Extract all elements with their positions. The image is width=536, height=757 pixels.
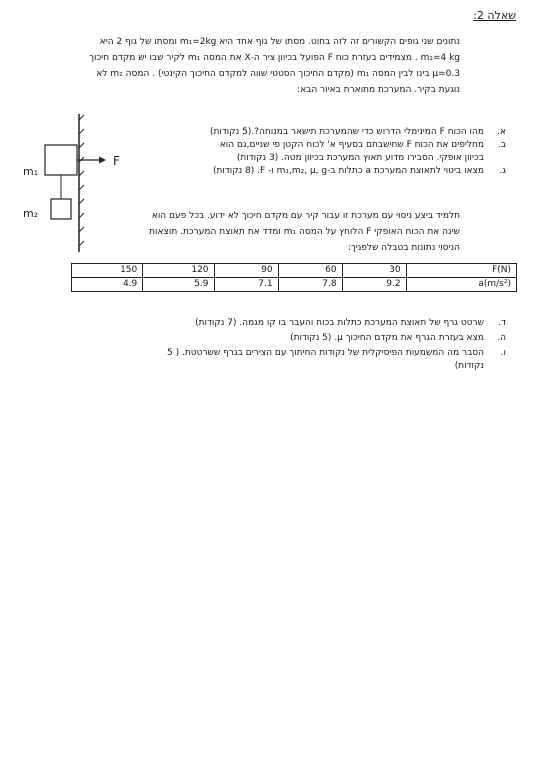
table-cell: 150 <box>72 264 143 278</box>
mass2-block <box>51 199 71 219</box>
question-item-e <box>126 332 506 345</box>
table-cell: 4.9 <box>72 278 143 292</box>
item-marker: ה. <box>497 333 506 343</box>
item-text: מהו הכוח F המינימלי הדרוש כדי שהמערכת תישאר במנוחה?.(5 נקודות) <box>209 127 484 137</box>
table-cell: 90 <box>214 264 278 278</box>
item-marker: א. <box>497 127 506 137</box>
item-text: מחליפים את הכוח F שחישבתם בסעיף א' לכוח הקטן פי שניים,גם הוא <box>219 140 484 150</box>
force-arrowhead <box>99 157 106 164</box>
question-item-a <box>126 126 506 139</box>
experiment-paragraph <box>80 208 460 256</box>
question-item-c <box>126 165 506 178</box>
item-marker: ד. <box>498 318 506 328</box>
table-row-header: a(m/s²) <box>406 278 516 292</box>
m1-label: m₁ <box>23 165 39 178</box>
para-line: הניסוי נתונות בטבלה שלפניך: <box>347 243 460 253</box>
question-list-1 <box>126 126 506 178</box>
mass1-block <box>45 145 77 175</box>
question-item-f <box>126 347 506 373</box>
item-text: שרטט גרף של תאוצת המערכת כתלות בכוח והעבר בו קו מגמה. (7 נקודות) <box>195 318 484 328</box>
force-label: F <box>113 154 120 168</box>
intro-line: μ=0.3 בינו לבין המסה m₁ (מקדם החיכוך הסטטי שווה למקדם החיכוך הקינטי) . המסה m₂ לא <box>96 69 460 79</box>
question-title: שאלה 2: <box>473 9 516 22</box>
table-row-header: F(N) <box>406 264 516 278</box>
item-marker: ב. <box>497 140 506 150</box>
item-text: נקודות) <box>454 361 484 371</box>
table-cell: 7.8 <box>278 278 342 292</box>
intro-text <box>80 34 460 98</box>
table-row-accel <box>72 278 517 292</box>
question-item-b <box>126 139 506 165</box>
question-list-2 <box>126 317 506 375</box>
table-cell: 7.1 <box>214 278 278 292</box>
item-text: בכיוון אופקי. הסבירו מדוע תאוץ המערכת בכיוון מטה. (3 נקודות) <box>236 153 484 163</box>
table-cell: 30 <box>342 264 406 278</box>
intro-line: m₂=4 kg . מצמידים בעזרת כוח F הפועל בכיוון ציר ה-X את המסה m₁ לקיר שבו יש מקדם חיכוך <box>89 53 460 63</box>
item-text: הסבר מה המשמעות הפיסיקלית של נקודות החיתוך עם הצירים בגרף ששרטטת. ( 5 <box>167 348 484 358</box>
m2-label: m₂ <box>23 207 39 220</box>
item-text: מצאו ביטוי לתאוצת המערכת a כתלות ב-m₁,m₂, μ, g ו- F. (8 נקודות) <box>212 166 484 176</box>
table-row-force <box>72 264 517 278</box>
intro-line: נוגעת בקיר. המערכת מתוארת באיור הבא: <box>297 85 460 95</box>
table-cell: 120 <box>143 264 214 278</box>
item-text: מצא בעזרת הגרף את מקדם החיכוך μ. (5 נקודות) <box>290 333 484 343</box>
table-cell: 5.9 <box>143 278 214 292</box>
results-table <box>71 263 517 292</box>
table-cell: 60 <box>278 264 342 278</box>
para-line: שינה את הכוח האופקי F הלוחץ על המסה m₁ ומדד את תאוצת המערכת. תוצאות <box>149 227 460 237</box>
item-marker: ו. <box>500 348 506 358</box>
item-marker: ג. <box>499 166 506 176</box>
para-line: תלמיד ביצע ניסוי עם מערכת זו עבור קיר עם מקדם חיכוך לא ידוע. בכל פעם הוא <box>151 211 460 221</box>
intro-line: נתונים שני גופים הקשורים זה לזה בחוט. מסתו של גוף אחד היא m₁=2kg ומסתו של גוף 2 היא <box>99 37 460 47</box>
question-item-d <box>126 317 506 330</box>
table-cell: 9.2 <box>342 278 406 292</box>
